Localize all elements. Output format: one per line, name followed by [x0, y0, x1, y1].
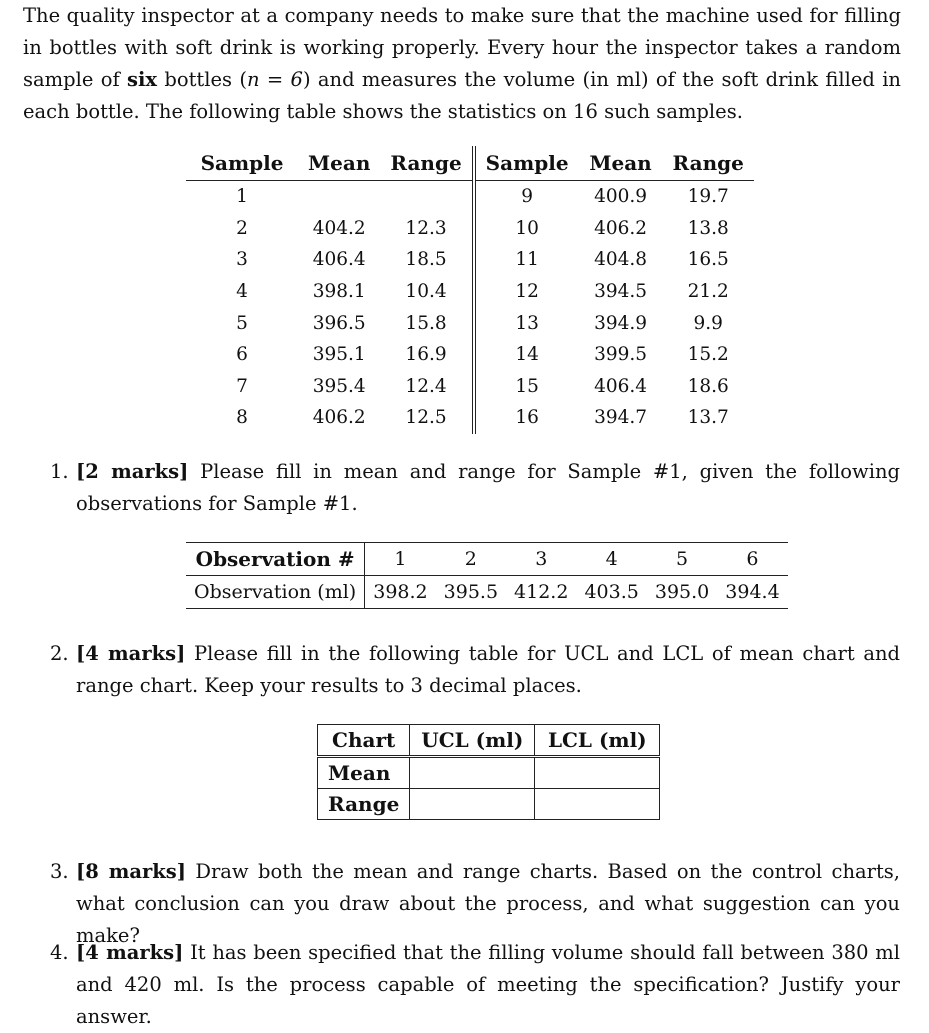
stats-cell: 16.5 [687, 249, 729, 271]
stats-row [186, 213, 754, 245]
limits-header-cell: UCL (ml) [410, 725, 535, 757]
ucl-blank-cell[interactable] [410, 789, 535, 820]
limits-row-mean [318, 757, 660, 789]
observation-number-cell: 6 [717, 543, 787, 576]
observation-value-cell: 395.0 [654, 581, 710, 603]
stats-cell: 3 [236, 249, 248, 271]
limits-row-range [318, 789, 660, 820]
ucl-blank-cell[interactable] [410, 757, 535, 789]
observation-number-cell: 5 [647, 543, 717, 576]
question-1 [50, 456, 900, 520]
stats-cell: 19.7 [687, 186, 729, 208]
stats-cell: 394.9 [594, 312, 648, 334]
question-marks: [2 marks] [76, 460, 189, 483]
stats-cell: 404.2 [312, 217, 366, 239]
row-label: Observation (ml) [186, 576, 365, 609]
observation-value-cell: 398.2 [373, 581, 428, 603]
stats-cell: 394.7 [594, 407, 648, 429]
stats-cell: 8 [236, 407, 248, 429]
stats-cell: 16.9 [380, 339, 473, 371]
stats-cell: 21.2 [687, 281, 729, 303]
intro-paragraph [23, 0, 901, 128]
stats-cell: 12.5 [380, 402, 473, 434]
stats-cell: 15.2 [687, 344, 729, 366]
stats-cell: 7 [236, 375, 248, 397]
question-body [76, 937, 900, 1033]
question-number: 2. [50, 642, 69, 665]
question-number: 1. [50, 460, 69, 483]
stats-cell: 4 [236, 281, 248, 303]
stats-cell: 406.2 [594, 217, 648, 239]
stats-cell: 12 [515, 281, 539, 303]
stats-row [186, 339, 754, 371]
stats-row [186, 244, 754, 276]
stats-cell: 11 [515, 249, 539, 271]
stats-header-cell: Range [663, 146, 754, 181]
stats-header-cell: Mean [579, 146, 663, 181]
limits-header-row [318, 725, 660, 757]
intro-text-1: The quality inspector at a company needs to make sure that the machine used for filling in bottles with soft drink is working properly. Every hour the inspector takes a random sample of [23, 4, 901, 91]
observation-value-cell: 412.2 [514, 581, 569, 603]
stats-cell: 395.1 [312, 344, 366, 366]
intro-text-3: ) and measures the volume (in ml) of the soft drink filled in each bottle. The following table shows the statistics on 16 such samples. [23, 68, 901, 123]
observations-table [186, 542, 788, 609]
stats-cell: 16 [515, 407, 539, 429]
question-body [76, 638, 900, 702]
stats-cell: 13.8 [687, 217, 729, 239]
observation-number-cell: 3 [506, 543, 576, 576]
question-text: It has been specified that the filling volume should fall between 380 ml and 420 ml. Is the process capable of meeting the specification? Justify your answer. [76, 941, 900, 1028]
stats-cell: 12.4 [380, 371, 473, 403]
stats-cell: 406.4 [594, 375, 648, 397]
question-marks: [4 marks] [76, 642, 186, 665]
intro-n-expr: n = 6 [246, 68, 303, 91]
stats-cell: 14 [515, 344, 539, 366]
stats-cell: 15.8 [380, 307, 473, 339]
limits-header-cell: Chart [318, 725, 410, 757]
stats-cell: 400.9 [594, 186, 648, 208]
observation-number-cell: 1 [365, 543, 436, 576]
stats-cell: 18.5 [380, 244, 473, 276]
intro-text-2: bottles ( [157, 68, 247, 91]
observation-value-cell: 395.5 [443, 581, 499, 603]
stats-cell: 398.1 [312, 281, 366, 303]
stats-cell: 6 [236, 344, 248, 366]
question-number: 3. [50, 860, 69, 883]
stats-cell: 18.6 [687, 375, 729, 397]
question-text: Draw both the mean and range charts. Based on the control charts, what conclusion can you draw about the process, and what suggestion can you make? [76, 860, 900, 947]
stats-header-row [186, 146, 754, 181]
stats-row [186, 402, 754, 434]
observation-value-cell: 394.4 [725, 581, 780, 603]
stats-cell: 406.4 [312, 249, 366, 271]
question-marks: [4 marks] [76, 941, 184, 964]
observation-number-cell: 2 [436, 543, 506, 576]
stats-cell: 1 [236, 186, 248, 208]
limits-row-label: Mean [318, 757, 410, 789]
stats-cell: 396.5 [312, 312, 366, 334]
stats-header-cell: Sample [474, 146, 579, 181]
limits-row-label: Range [318, 789, 410, 820]
question-body [76, 456, 900, 520]
stats-cell [298, 181, 380, 213]
observation-number-row [186, 543, 788, 576]
observation-value-cell: 403.5 [584, 581, 639, 603]
question-2 [50, 638, 900, 702]
stats-cell: 10.4 [380, 276, 473, 308]
question-4 [50, 937, 900, 1033]
control-limits-table [317, 724, 660, 820]
stats-header-cell: Mean [298, 146, 380, 181]
observation-number-cell: 4 [576, 543, 646, 576]
limits-header-cell: LCL (ml) [535, 725, 660, 757]
stats-cell: 13.7 [687, 407, 729, 429]
stats-cell: 13 [515, 312, 539, 334]
question-number: 4. [50, 941, 69, 964]
stats-cell: 12.3 [380, 213, 473, 245]
lcl-blank-cell[interactable] [535, 757, 660, 789]
stats-row [186, 181, 754, 213]
stats-cell: 2 [236, 217, 248, 239]
stats-cell: 9.9 [693, 312, 723, 334]
lcl-blank-cell[interactable] [535, 789, 660, 820]
question-marks: [8 marks] [76, 860, 186, 883]
question-text: Please fill in mean and range for Sample #1, given the following observations for Sample #1. [76, 460, 900, 515]
sample-stats-table [186, 146, 754, 434]
stats-cell: 395.4 [312, 375, 366, 397]
intro-bold-six: six [127, 68, 158, 91]
observation-value-row [186, 576, 788, 609]
stats-cell [380, 181, 473, 213]
stats-cell: 5 [236, 312, 248, 334]
stats-cell: 406.2 [312, 407, 366, 429]
stats-cell: 394.5 [594, 281, 648, 303]
stats-table-body [186, 181, 754, 434]
stats-cell: 404.8 [594, 249, 648, 271]
stats-header-cell: Range [380, 146, 473, 181]
question-text: Please fill in the following table for UCL and LCL of mean chart and range chart. Keep your results to 3 decimal places. [76, 642, 900, 697]
stats-cell: 9 [521, 186, 533, 208]
stats-row [186, 307, 754, 339]
stats-cell: 10 [515, 217, 539, 239]
stats-row [186, 371, 754, 403]
stats-row [186, 276, 754, 308]
stats-cell: 15 [515, 375, 539, 397]
stats-cell: 399.5 [594, 344, 648, 366]
stats-header-cell: Sample [186, 146, 298, 181]
row-label: Observation # [186, 543, 365, 576]
